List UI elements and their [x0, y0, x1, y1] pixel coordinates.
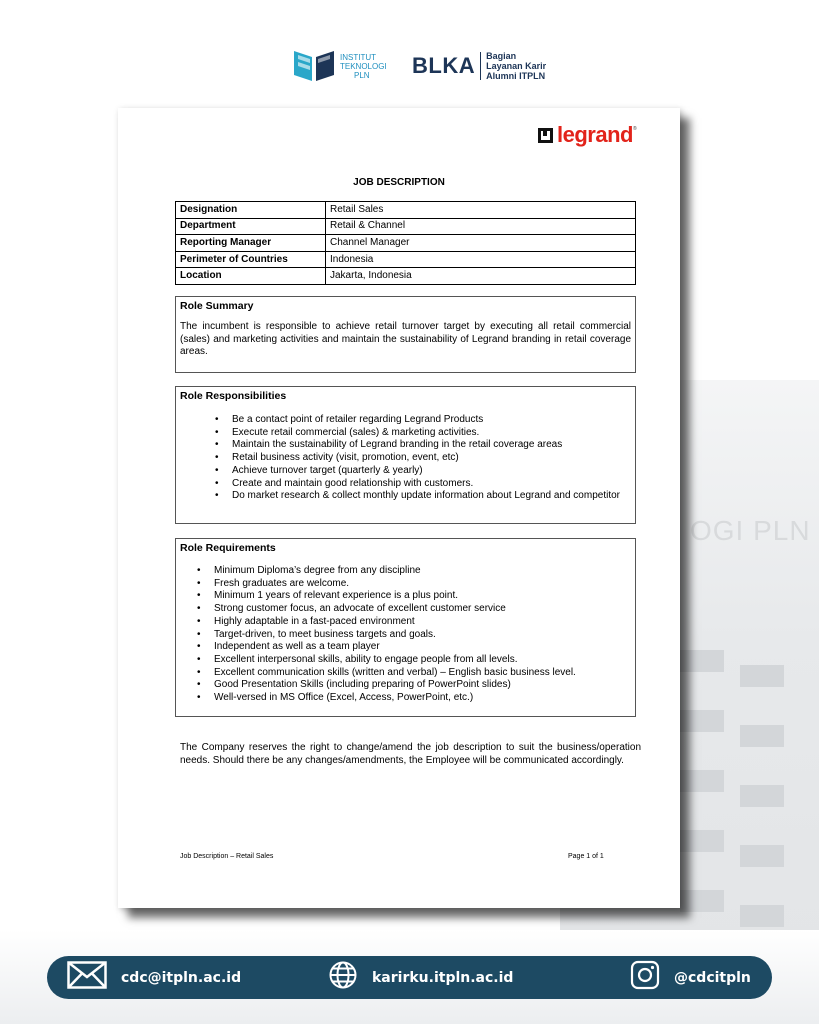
table-row	[176, 202, 636, 219]
table-row	[176, 235, 636, 252]
list-item: • Maintain the sustainability of Legrand branding in the retail coverage areas	[232, 439, 631, 452]
info-value: Indonesia	[326, 251, 636, 268]
list-item: • Strong customer focus, an advocate of excellent customer service	[214, 603, 631, 616]
itpln-logo-icon	[292, 47, 336, 85]
website-contact[interactable]	[328, 956, 513, 999]
info-value: Retail Sales	[326, 202, 636, 219]
background-watermark: OGI PLN	[690, 515, 811, 546]
itpln-logo-text	[340, 53, 400, 80]
info-label: Reporting Manager	[176, 235, 326, 252]
list-item: • Independent as well as a team player	[214, 641, 631, 654]
header-logos	[292, 44, 546, 88]
company-disclaimer: The Company reserves the right to change/amend the job description to suit the business/operation needs. Should there be any changes/amendments, the Employee will be communicated accordingly.	[180, 742, 641, 766]
info-label: Location	[176, 268, 326, 285]
email-contact[interactable]	[67, 956, 241, 999]
role-summary-section	[175, 296, 636, 373]
role-summary-text: The incumbent is responsible to achieve retail turnover target by executing all retail commercial (sales) and marketing activities and maintain the sustainability of Legrand branding in retail coverage areas.	[180, 321, 631, 357]
list-item: • Execute retail commercial (sales) & marketing activities.	[232, 427, 631, 440]
role-responsibilities-title: Role Responsibilities	[180, 390, 287, 402]
instagram-icon	[630, 960, 660, 995]
list-item: • Target-driven, to meet business targets and goals.	[214, 629, 631, 642]
table-row	[176, 251, 636, 268]
list-item: • Achieve turnover target (quarterly & yearly)	[232, 465, 631, 478]
legrand-wordmark: legrand	[557, 122, 633, 147]
info-value: Retail & Channel	[326, 218, 636, 235]
document-title: JOB DESCRIPTION	[353, 177, 445, 188]
list-item: • Create and maintain good relationship with customers.	[232, 478, 631, 491]
table-row	[176, 218, 636, 235]
responsibilities-list	[180, 414, 631, 503]
legrand-logo	[538, 122, 637, 148]
globe-icon	[328, 960, 358, 995]
website-url[interactable]: karirku.itpln.ac.id	[372, 969, 514, 986]
list-item: • Be a contact point of retailer regarding Legrand Products	[232, 414, 631, 427]
role-responsibilities-section	[175, 386, 636, 524]
blka-line: Bagian	[486, 51, 517, 61]
page-number: Page 1 of 1	[568, 853, 604, 860]
instagram-handle[interactable]: @cdcitpln	[674, 969, 751, 986]
itpln-line: PLN	[354, 70, 370, 80]
list-item: • Highly adaptable in a fast-paced environment	[214, 616, 631, 629]
list-item: • Retail business activity (visit, promotion, event, etc)	[232, 452, 631, 465]
job-info-table	[175, 201, 636, 285]
legrand-mark-icon	[538, 128, 553, 143]
itpln-line: INSTITUT	[340, 52, 376, 62]
instagram-contact[interactable]	[630, 956, 751, 999]
list-item: • Fresh graduates are welcome.	[214, 578, 631, 591]
info-value: Channel Manager	[326, 235, 636, 252]
blka-logo: BLKA	[412, 53, 476, 78]
list-item: • Do market research & collect monthly update information about Legrand and competitor	[232, 490, 631, 503]
info-value: Jakarta, Indonesia	[326, 268, 636, 285]
info-label: Department	[176, 218, 326, 235]
legrand-registered: ®	[632, 126, 637, 132]
list-item: • Well-versed in MS Office (Excel, Access, PowerPoint, etc.)	[214, 692, 631, 705]
role-requirements-title: Role Requirements	[180, 542, 276, 554]
list-item: • Minimum 1 years of relevant experience is a plus point.	[214, 590, 631, 603]
job-description-document	[118, 108, 680, 908]
list-item: • Excellent interpersonal skills, ability to engage people from all levels.	[214, 654, 631, 667]
contact-bar	[47, 956, 772, 999]
role-requirements-section	[175, 538, 636, 717]
table-row	[176, 268, 636, 285]
blka-line: Alumni ITPLN	[486, 71, 546, 81]
requirements-list	[180, 565, 631, 705]
list-item: • Good Presentation Skills (including preparing of PowerPoint slides)	[214, 679, 631, 692]
info-label: Perimeter of Countries	[176, 251, 326, 268]
blka-divider	[480, 52, 481, 80]
list-item: • Excellent communication skills (written and verbal) – English basic business level.	[214, 667, 631, 680]
blka-logo-text	[486, 51, 546, 81]
document-footer-title: Job Description – Retail Sales	[180, 853, 274, 860]
list-item: • Minimum Diploma’s degree from any discipline	[214, 565, 631, 578]
role-summary-title: Role Summary	[180, 300, 254, 312]
info-label: Designation	[176, 202, 326, 219]
blka-line: Layanan Karir	[486, 61, 547, 71]
itpln-line: TEKNOLOGI	[340, 61, 387, 71]
envelope-icon	[67, 961, 107, 994]
email-address[interactable]: cdc@itpln.ac.id	[121, 969, 242, 986]
